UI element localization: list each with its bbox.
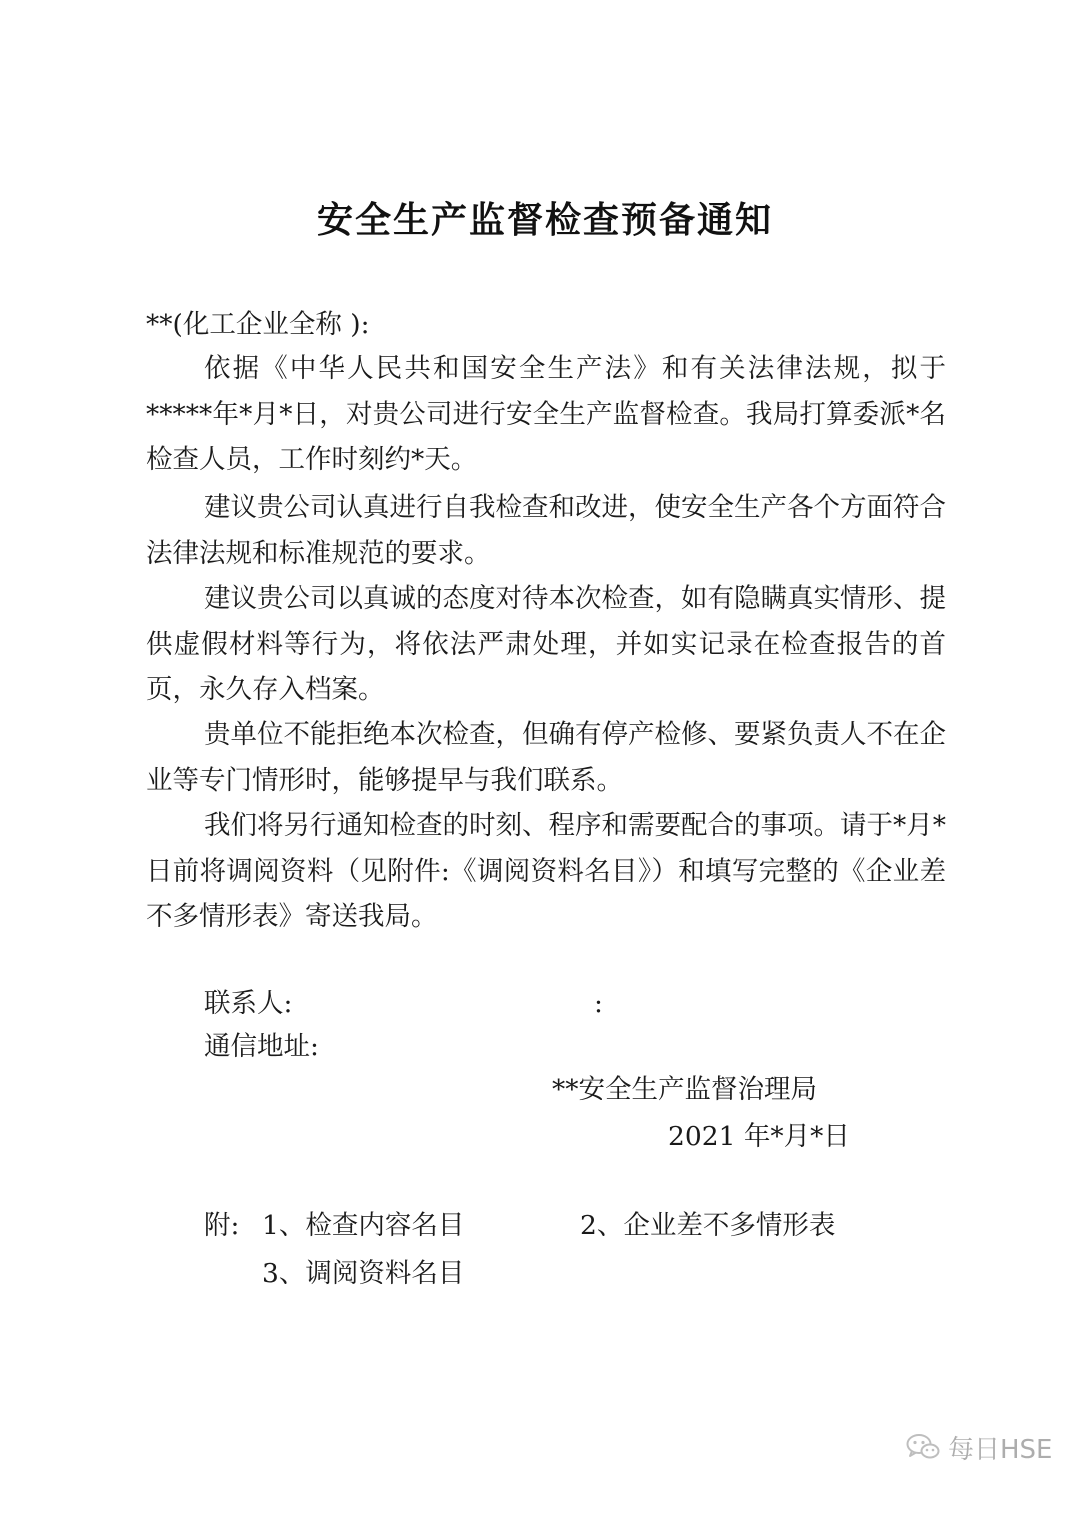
attachment-item: 2、企业差不多情形表	[580, 1210, 836, 1241]
paragraph-materials-request: 我们将另行通知检查的时刻、程序和需要配合的事项。请于*月*日前将调阅资料（见附件:《调阅资料名目》）和填写完整的《企业差不多情形表》寄送我局。	[146, 810, 946, 932]
issue-date: 2021 年*月*日	[668, 1121, 850, 1152]
paragraph-inspection-plan: 依据《中华人民共和国安全生产法》和有关法律法规，拟于*****年*月*日，对贵公司进行安全生产监督检查。我局打算委派*名检查人员，工作时刻约*天。	[146, 353, 946, 475]
attachment-item: 3、调阅资料名目	[262, 1258, 465, 1289]
paragraph-self-inspection: 建议贵公司认真进行自我检查和改进，使安全生产各个方面符合法律法规和标准规范的要求。	[146, 492, 946, 569]
phone-colon: :	[594, 988, 603, 1019]
document-title: 安全生产监督检查预备通知	[316, 200, 773, 241]
attachments-label: 附:	[204, 1210, 240, 1241]
salutation: **(化工企业全称 ):	[146, 309, 370, 340]
attachment-item: 1、检查内容名目	[262, 1210, 465, 1241]
watermark-text: 每日HSE	[948, 1434, 1053, 1465]
contact-person-label: 联系人:	[204, 988, 293, 1019]
watermark	[906, 1427, 1052, 1467]
issuing-authority: **安全生产监督治理局	[552, 1074, 817, 1105]
wechat-icon	[906, 1433, 940, 1461]
mailing-address-label: 通信地址:	[204, 1031, 319, 1062]
paragraph-honesty-warning: 建议贵公司以真诚的态度对待本次检查，如有隐瞒真实情形、提供虚假材料等行为，将依法严肃处理，并如实记录在检查报告的首页，永久存入档案。	[146, 583, 946, 705]
paragraph-refusal-notice: 贵单位不能拒绝本次检查，但确有停产检修、要紧负责人不在企业等专门情形时，能够提早与我们联系。	[146, 719, 946, 796]
